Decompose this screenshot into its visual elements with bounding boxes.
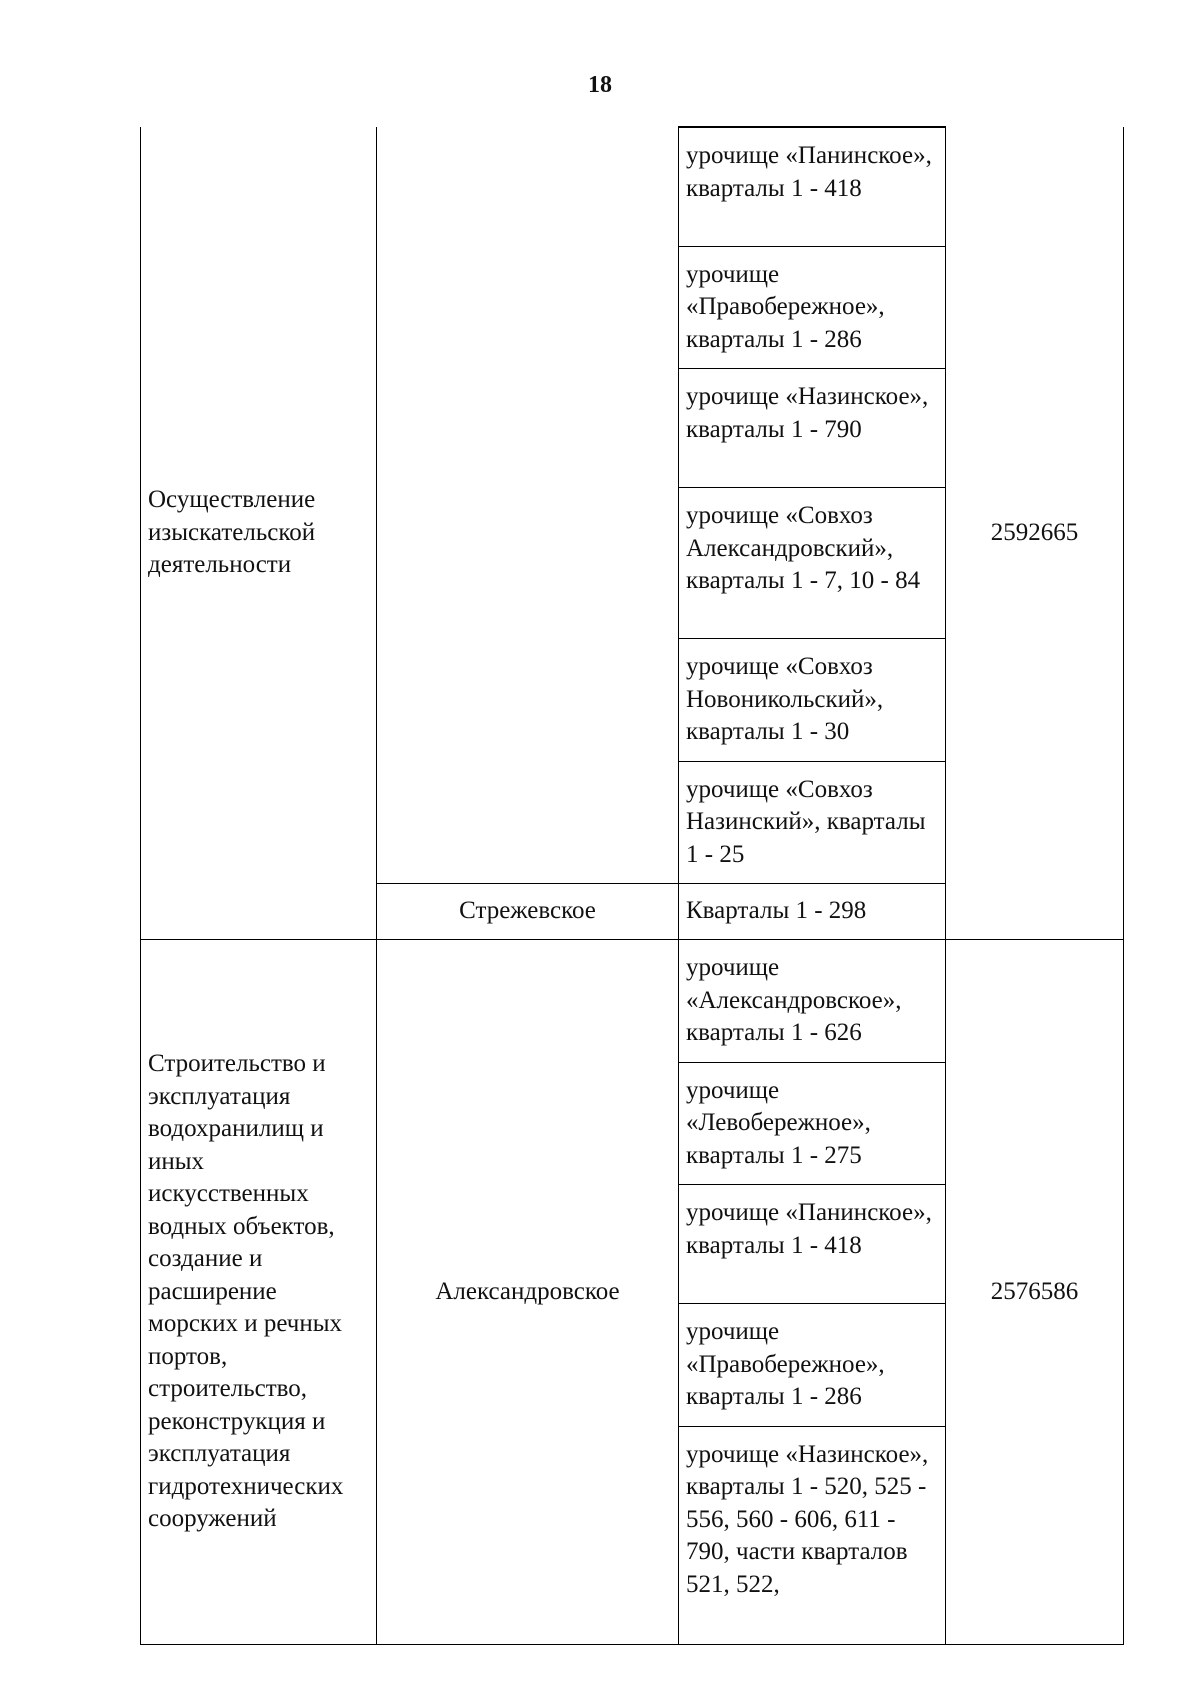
table-row	[141, 127, 1124, 246]
area-cell: 2576586	[946, 940, 1124, 1645]
location-cell: урочище «Правобережное», кварталы 1 - 286	[679, 1304, 946, 1427]
activity-cell: Строительство и эксплуатация водохранилищ и иных искусственных водных объектов, создание и расширение морских и речных портов, строительство, реконструкция и эксплуатация гидротехнических сооружений	[141, 940, 377, 1645]
location-cell: урочище «Назинское», кварталы 1 - 790	[679, 369, 946, 488]
location-cell: урочище «Совхоз Назинский», кварталы 1 - 25	[679, 761, 946, 884]
forestry-cell	[377, 127, 679, 884]
activity-cell: Осуществление изыскательской деятельности	[141, 127, 377, 940]
area-cell: 2592665	[946, 127, 1124, 940]
table-row	[141, 940, 1124, 1063]
location-cell: урочище «Назинское», кварталы 1 - 520, 525 - 556, 560 - 606, 611 - 790, части кварталов 521, 522,	[679, 1426, 946, 1644]
location-cell: Кварталы 1 - 298	[679, 884, 946, 940]
location-cell: урочище «Совхоз Александровский», кварталы 1 - 7, 10 - 84	[679, 488, 946, 639]
location-cell: урочище «Панинское», кварталы 1 - 418	[679, 127, 946, 246]
forestry-cell: Стрежевское	[377, 884, 679, 940]
location-cell: урочище «Правобережное», кварталы 1 - 286	[679, 246, 946, 369]
location-cell: урочище «Левобережное», кварталы 1 - 275	[679, 1062, 946, 1185]
location-cell: урочище «Панинское», кварталы 1 - 418	[679, 1185, 946, 1304]
location-cell: урочище «Совхоз Новоникольский», кварталы 1 - 30	[679, 639, 946, 762]
forest-use-table	[140, 126, 1124, 1645]
forestry-cell: Александровское	[377, 940, 679, 1645]
page-number: 18	[588, 72, 612, 98]
location-cell: урочище «Александровское», кварталы 1 - 626	[679, 940, 946, 1063]
